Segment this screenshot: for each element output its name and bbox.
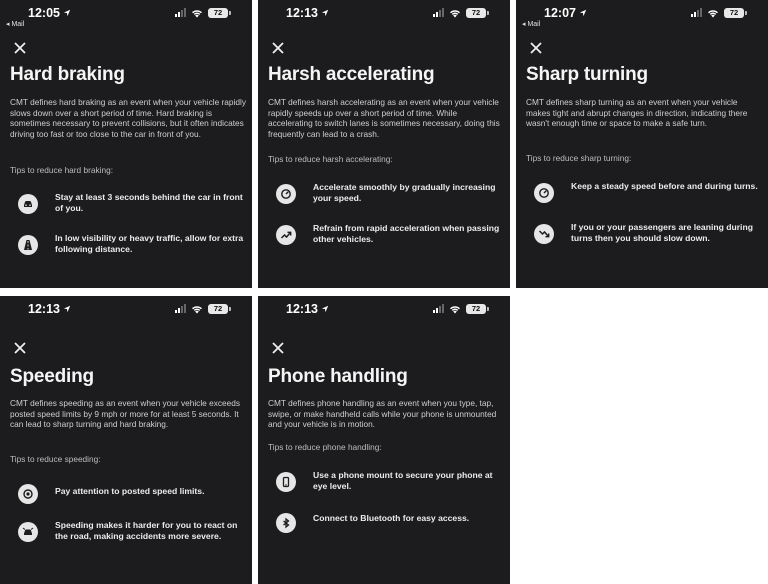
cellular-signal-icon [175,305,186,313]
tip-item [276,223,502,245]
clock: 12:07 [544,6,587,20]
system-icons [433,304,486,314]
tips-heading: Tips to reduce sharp turning: [526,153,632,163]
target-icon [18,484,38,504]
page-title: Phone handling [268,366,408,387]
description: CMT defines phone handling as an event when you type, tap, swipe, or make handheld calls while your phone is unmounted and your vehicle is in motion. [268,398,497,430]
page-title: Sharp turning [526,64,648,85]
trending-up-icon [276,225,296,245]
status-bar [516,6,768,28]
close-icon[interactable] [528,40,544,56]
tip-item [18,192,244,214]
screen-phone-handling [258,296,510,584]
wifi-icon [191,9,203,18]
trending-down-icon [534,224,554,244]
description: CMT defines speeding as an event when your vehicle exceeds posted speed limits by 9 mph or more for at least 5 seconds. It can lead to sharp turning and hard braking. [10,398,240,430]
description: CMT defines sharp turning as an event when your vehicle makes tight and abrupt changes in direction, indicating there wasn't enough time or space to make a safe turn. [526,97,748,129]
screen-harsh-accelerating [258,0,510,288]
speedometer-icon [534,183,554,203]
status-bar [258,302,510,320]
bluetooth-icon [276,513,296,533]
tip-text: Accelerate smoothly by gradually increasing your speed. [313,182,496,203]
tip-text: Speeding makes it harder for you to react on the road, making accidents more severe. [55,520,238,541]
tip-item [18,520,244,542]
location-arrow-icon [63,305,71,313]
tip-text: Stay at least 3 seconds behind the car in front of you. [55,192,243,213]
tips-heading: Tips to reduce phone handling: [268,442,382,452]
tip-text: In low visibility or heavy traffic, allow for extra following distance. [55,233,244,254]
location-arrow-icon [579,9,587,17]
tip-item [276,182,502,204]
system-icons [691,8,744,18]
phone-icon [276,472,296,492]
battery-indicator: 72 [208,8,228,18]
wifi-icon [449,305,461,314]
screen-hard-braking [0,0,252,288]
tip-item [534,181,760,203]
tip-item [276,511,502,533]
page-title: Speeding [10,366,94,387]
description: CMT defines hard braking as an event when your vehicle rapidly slows down over a short period of time. Hard braking is sometimes necessary to prevent collisions, but it often indicates driving too fast or too close to the car in front of you. [10,97,246,139]
car-crash-icon [18,522,38,542]
tip-item [18,233,244,255]
tip-text: Keep a steady speed before and during turns. [571,181,758,191]
battery-indicator: 72 [466,8,486,18]
tip-item [534,222,760,244]
battery-indicator: 72 [208,304,228,314]
page-title: Harsh accelerating [268,64,435,85]
tips-heading: Tips to reduce speeding: [10,454,101,464]
tip-text: Pay attention to posted speed limits. [55,486,205,496]
cellular-signal-icon [691,9,702,17]
location-arrow-icon [321,9,329,17]
tip-item [276,470,502,492]
location-arrow-icon [63,9,71,17]
tips-heading: Tips to reduce hard braking: [10,165,113,175]
wifi-icon [449,9,461,18]
system-icons [175,304,228,314]
system-icons [433,8,486,18]
status-bar [0,302,252,320]
battery-indicator: 72 [466,304,486,314]
screen-speeding [0,296,252,584]
cellular-signal-icon [175,9,186,17]
tip-text: Connect to Bluetooth for easy access. [313,513,470,523]
back-to-mail-link[interactable]: ◂ Mail [522,21,541,28]
tip-text: If you or your passengers are leaning during turns then you should slow down. [571,222,753,243]
road-icon [18,235,38,255]
tip-text: Refrain from rapid acceleration when passing other vehicles. [313,223,500,244]
description: CMT defines harsh accelerating as an event when your vehicle rapidly speeds up over a short period of time. While accelerating to switch lanes is sometimes necessary, doing this frequently can lead to a crash. [268,97,500,139]
back-to-mail-link[interactable]: ◂ Mail [6,21,25,28]
tip-text: Use a phone mount to secure your phone at eye level. [313,470,493,491]
battery-indicator: 72 [724,8,744,18]
location-arrow-icon [321,305,329,313]
speedometer-icon [276,184,296,204]
system-icons [175,8,228,18]
wifi-icon [191,305,203,314]
status-bar [0,6,252,28]
cellular-signal-icon [433,9,444,17]
status-bar [258,6,510,24]
clock: 12:05 [28,6,71,20]
clock: 12:13 [286,302,329,316]
tips-heading: Tips to reduce harsh accelerating: [268,154,393,164]
clock: 12:13 [28,302,71,316]
close-icon[interactable] [12,340,28,356]
tip-item [18,482,244,504]
wifi-icon [707,9,719,18]
close-icon[interactable] [12,40,28,56]
cellular-signal-icon [433,305,444,313]
clock: 12:13 [286,6,329,20]
screen-sharp-turning [516,0,768,288]
car-front-icon [18,194,38,214]
close-icon[interactable] [270,40,286,56]
close-icon[interactable] [270,340,286,356]
page-title: Hard braking [10,64,125,85]
